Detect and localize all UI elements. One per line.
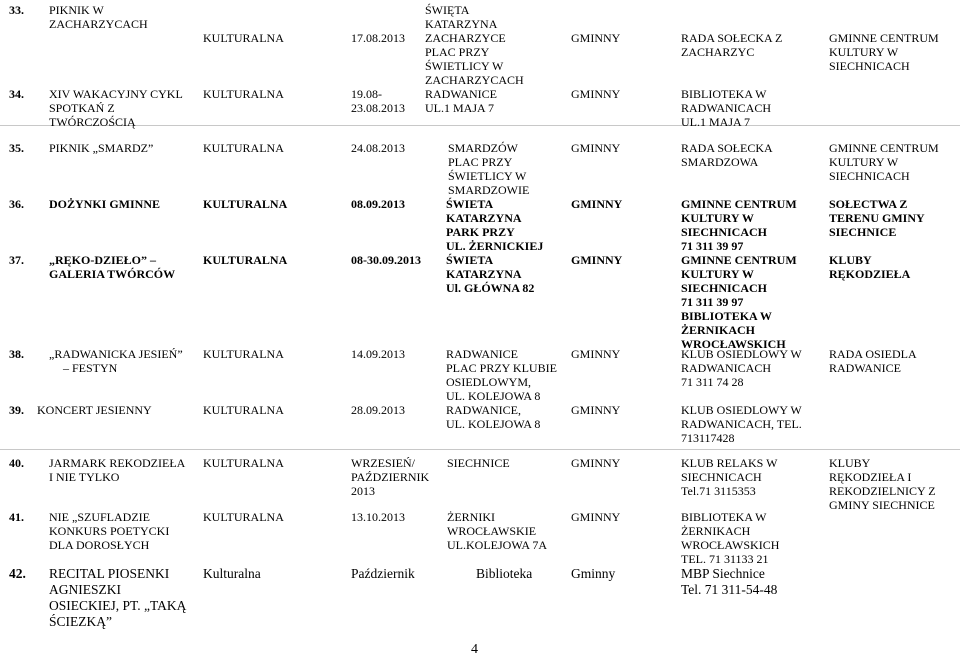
event-place: ŚWIĘTA KATARZYNA ZACHARZYCE PLAC PRZY ŚWIETLICY W ZACHARZYCACH (425, 3, 524, 87)
event-place: RADWANICE UL.1 MAJA 7 (425, 87, 497, 115)
row-number: 34. (9, 87, 24, 101)
event-place: SIECHNICE (447, 456, 510, 470)
event-scope: GMINNY (571, 403, 621, 417)
event-scope: GMINNY (571, 87, 621, 101)
event-type: KULTURALNA (203, 197, 288, 211)
event-organizer: KLUB OSIEDLOWY W RADWANICACH, TEL. 713117428 (681, 403, 802, 445)
row-number: 41. (9, 510, 24, 524)
section-divider (0, 449, 960, 450)
event-partner: SOŁECTWA Z TERENU GMINY SIECHNICE (829, 197, 925, 239)
event-date: 08.09.2013 (351, 197, 405, 211)
event-type: KULTURALNA (203, 403, 284, 417)
event-type: Kulturalna (203, 566, 261, 581)
row-number: 42. (9, 566, 26, 581)
event-organizer: MBP Siechnice Tel. 71 311-54-48 (681, 566, 778, 597)
event-organizer: KLUB RELAKS W SIECHNICACH Tel.71 3115353 (681, 456, 778, 498)
event-type: KULTURALNA (203, 87, 284, 101)
event-name: RECITAL PIOSENKI AGNIESZKI OSIECKIEJ, PT. „TAKĄ ŚCIEZKĄ” (49, 566, 187, 629)
event-organizer: GMINNE CENTRUM KULTURY W SIECHNICACH 71 311 39 97 BIBLIOTEKA W ŻERNIKACH WROCŁAWSKICH (681, 253, 797, 351)
row-number: 33. (9, 3, 24, 17)
event-type: KULTURALNA (203, 347, 284, 361)
event-date: 14.09.2013 (351, 347, 405, 361)
event-scope: GMINNY (571, 141, 621, 155)
event-scope: GMINNY (571, 31, 621, 45)
event-name: „RADWANICKA JESIEŃ” – FESTYN (49, 347, 183, 375)
event-date: 13.10.2013 (351, 510, 405, 524)
event-organizer: KLUB OSIEDLOWY W RADWANICACH 71 311 74 28 (681, 347, 802, 389)
event-type: KULTURALNA (203, 253, 288, 267)
event-scope: GMINNY (571, 456, 621, 470)
event-name: PIKNIK W ZACHARZYCACH (49, 3, 148, 31)
event-name: PIKNIK „SMARDZ” (49, 141, 154, 155)
row-number: 36. (9, 197, 24, 211)
row-number: 37. (9, 253, 24, 267)
event-name: NIE „SZUFLADZIE KONKURS POETYCKI DLA DOROSŁYCH (49, 510, 170, 552)
event-place: ŚWIETA KATARZYNA Ul. GŁÓWNA 82 (446, 253, 535, 295)
event-name: KONCERT JESIENNY (37, 403, 152, 417)
event-partner: KLUBY RĘKODZIEŁA (829, 253, 911, 281)
event-scope: GMINNY (571, 197, 623, 211)
event-name: DOŻYNKI GMINNE (49, 197, 161, 211)
event-partner: KLUBY RĘKODZIEŁA I REKODZIELNICY Z GMINY SIECHNICE (829, 456, 936, 512)
event-organizer: GMINNE CENTRUM KULTURY W SIECHNICACH 71 311 39 97 (681, 197, 797, 253)
event-organizer: BIBLIOTEKA W RADWANICACH UL.1 MAJA 7 (681, 87, 771, 129)
event-date: WRZESIEŃ/ PAŹDZIERNIK 2013 (351, 456, 430, 498)
event-date: 08-30.09.2013 (351, 253, 421, 267)
event-name: XIV WAKACYJNY CYKL SPOTKAŃ Z TWÓRCZOŚCIĄ (49, 87, 183, 129)
event-type: KULTURALNA (203, 141, 284, 155)
row-number: 40. (9, 456, 24, 470)
event-place: ŻERNIKI WROCŁAWSKIE UL.KOLEJOWA 7A (447, 510, 547, 552)
event-organizer: BIBLIOTEKA W ŻERNIKACH WROCŁAWSKICH TEL. 71 31133 21 (681, 510, 780, 566)
event-date: Październik (351, 566, 415, 581)
event-name: JARMARK REKODZIEŁA I NIE TYLKO (49, 456, 186, 484)
event-scope: GMINNY (571, 253, 623, 267)
event-type: KULTURALNA (203, 456, 284, 470)
event-organizer: RADA SOŁECKA Z ZACHARZYC (681, 31, 783, 59)
event-place: RADWANICE, UL. KOLEJOWA 8 (446, 403, 541, 431)
event-place: SMARDZÓW PLAC PRZY ŚWIETLICY W SMARDZOWIE (448, 141, 530, 197)
event-partner: GMINNE CENTRUM KULTURY W SIECHNICACH (829, 141, 939, 183)
event-date: 17.08.2013 (351, 31, 405, 45)
row-number: 39. (9, 403, 24, 417)
event-date: 24.08.2013 (351, 141, 405, 155)
event-place: RADWANICE PLAC PRZY KLUBIE OSIEDLOWYM, UL. KOLEJOWA 8 (446, 347, 557, 403)
event-date: 28.09.2013 (351, 403, 405, 417)
event-place: ŚWIETA KATARZYNA PARK PRZY UL. ŻERNICKIEJ (446, 197, 544, 253)
event-type: KULTURALNA (203, 510, 284, 524)
event-partner: GMINNE CENTRUM KULTURY W SIECHNICACH (829, 31, 939, 73)
row-number: 35. (9, 141, 24, 155)
event-organizer: RADA SOŁECKA SMARDZOWA (681, 141, 773, 169)
event-name: „RĘKO-DZIEŁO” – GALERIA TWÓRCÓW (49, 253, 176, 281)
event-type: KULTURALNA (203, 31, 284, 45)
event-place: Biblioteka (476, 566, 533, 581)
event-scope: Gminny (571, 566, 616, 581)
row-number: 38. (9, 347, 24, 361)
event-date: 19.08- 23.08.2013 (351, 87, 405, 115)
event-partner: RADA OSIEDLA RADWANICE (829, 347, 917, 375)
page-number: 4 (471, 642, 478, 657)
event-scope: GMINNY (571, 347, 621, 361)
event-scope: GMINNY (571, 510, 621, 524)
